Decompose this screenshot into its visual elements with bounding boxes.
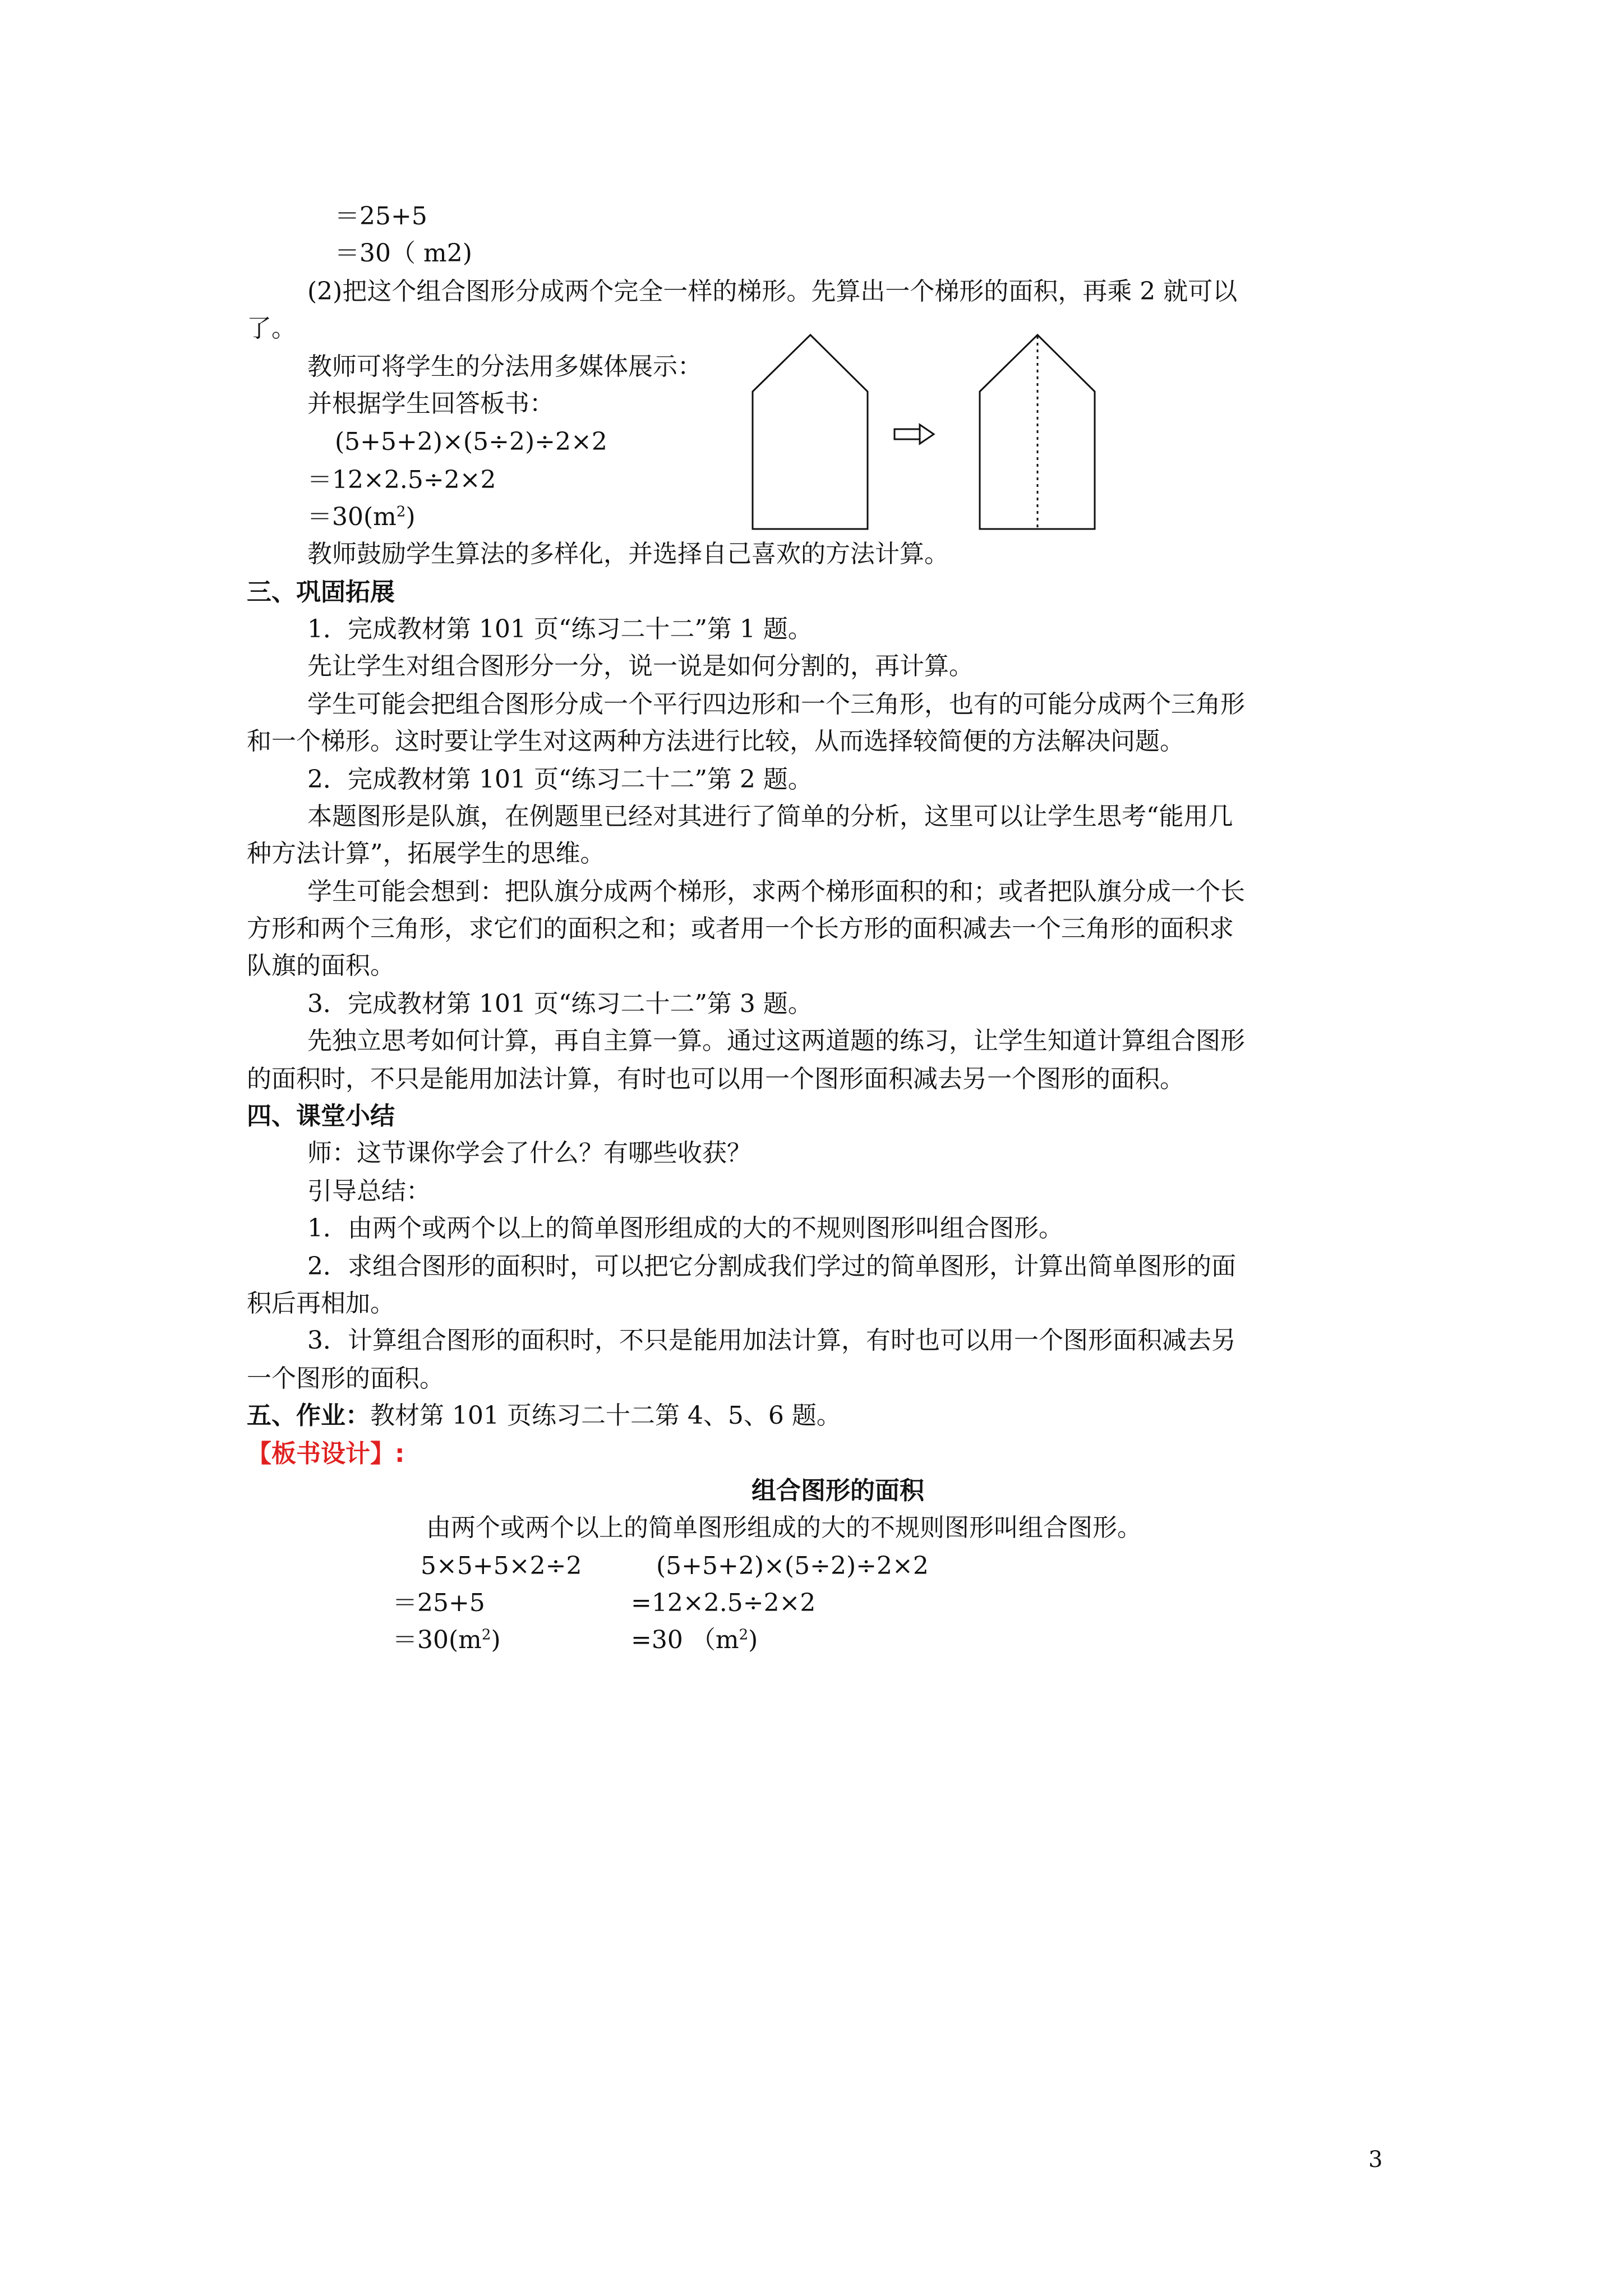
board-right-line3: =30 $(m^2)$	[631, 1626, 758, 1654]
section3-line: 学生可能会把组合图形分成一个平行四边形和一个三角形，也有的可能分成两个三角形	[307, 690, 1245, 719]
section3-line: 1．完成教材第 101 页“练习二十二”第 1 题。	[307, 615, 813, 643]
section5-text: 教材第 101 页练习二十二第 4、5、6 题。	[370, 1401, 841, 1430]
board-design-definition: 由两个或两个以上的简单图形组成的大的不规则图形叫组合图形。	[426, 1513, 1142, 1542]
section3-line: 3．完成教材第 101 页“练习二十二”第 3 题。	[307, 990, 813, 1018]
teacher-show-text: 教师可将学生的分法用多媒体展示：	[307, 352, 702, 381]
calc1-line1: ＝25+5	[335, 202, 427, 231]
section4-line: 一个图形的面积。	[247, 1364, 444, 1393]
section4-line: 2．求组合图形的面积时，可以把它分割成我们学过的简单图形，计算出简单图形的面	[307, 1252, 1236, 1281]
pentagon-split-figure	[751, 334, 1099, 530]
board-left-line3: $=30(m^2)$	[393, 1626, 501, 1654]
section3-line: 学生可能会想到：把队旗分成两个梯形，求两个梯形面积的和；或者把队旗分成一个长	[307, 877, 1245, 906]
section4-line: 引导总结：	[307, 1177, 431, 1205]
section5-line	[247, 1401, 841, 1430]
section3-line: 和一个梯形。这时要让学生对这两种方法进行比较，从而选择较简便的方法解决问题。	[247, 727, 1184, 756]
calc1-line2: ＝30（ m2)	[335, 239, 472, 268]
board-left-line1: 5×5+5×2÷2	[421, 1552, 582, 1580]
section4-line: 积后再相加。	[247, 1289, 395, 1318]
section3-line: 先让学生对组合图形分一分，说一说是如何分割的，再计算。	[307, 652, 974, 680]
section3-line: 方形和两个三角形，求它们的面积之和；或者用一个长方形的面积减去一个三角形的面积求	[247, 914, 1234, 943]
calc2-line3: $=30(m^2)$	[307, 503, 416, 531]
section3-heading: 三、巩固拓展	[247, 578, 395, 606]
pentagon-shape	[753, 335, 868, 529]
section4-line: 3．计算组合图形的面积时，不只是能用加法计算，有时也可以用一个图形面积减去另	[307, 1326, 1236, 1355]
section4-line: 师：这节课你学会了什么？有哪些收获？	[307, 1139, 751, 1167]
board-right-line1: (5+5+2)×(5÷2)÷2×2	[656, 1552, 929, 1580]
arrow-right-icon	[895, 425, 934, 444]
section3-line: 种方法计算”，拓展学生的思维。	[247, 839, 605, 868]
encourage-text: 教师鼓励学生算法的多样化，并选择自己喜欢的方法计算。	[307, 540, 949, 568]
board-design-label: 【板书设计】:	[247, 1439, 405, 1468]
method2-line1: (2)把这个组合图形分成两个完全一样的梯形。先算出一个梯形的面积，再乘 2 就可以	[307, 277, 1238, 306]
section3-line: 2．完成教材第 101 页“练习二十二”第 2 题。	[307, 765, 813, 794]
calc2-line2: ＝12×2.5÷2×2	[307, 466, 496, 494]
board-design-title: 组合图形的面积	[751, 1476, 924, 1505]
section3-line: 队旗的面积。	[247, 951, 395, 980]
section5-heading: 五、作业：	[247, 1401, 370, 1430]
section4-line: 1．由两个或两个以上的简单图形组成的大的不规则图形叫组合图形。	[307, 1214, 1063, 1243]
page-number: 3	[1368, 2147, 1383, 2173]
section3-line: 先独立思考如何计算，再自主算一算。通过这两道题的练习，让学生知道计算组合图形	[307, 1027, 1245, 1055]
section3-line: 本题图形是队旗，在例题里已经对其进行了简单的分析，这里可以让学生思考“能用几	[307, 802, 1233, 831]
board-left-line2: ＝25+5	[393, 1589, 485, 1617]
teacher-board-text: 并根据学生回答板书：	[307, 389, 554, 418]
calc2-line1: (5+5+2)×(5÷2)÷2×2	[335, 427, 607, 456]
section3-line: 的面积时，不只是能用加法计算，有时也可以用一个图形面积减去另一个图形的面积。	[247, 1065, 1184, 1093]
method2-line2: 了。	[247, 314, 296, 343]
board-right-line2: =12×2.5÷2×2	[631, 1589, 816, 1617]
section4-heading: 四、课堂小结	[247, 1102, 395, 1130]
